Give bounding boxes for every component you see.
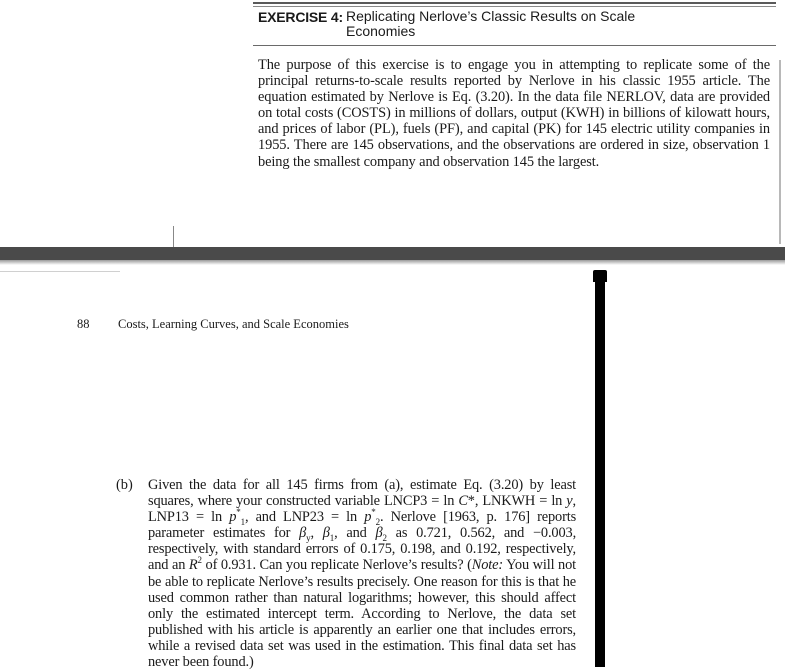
page-number: 88	[77, 317, 90, 331]
top-rule-thin	[253, 6, 776, 7]
exercise-body: The purpose of this exercise is to engage you in attempting to replicate some of the principal returns-to-scale results reported by Nerlove in his classic 1955 article. The equation estimated by Nerlove is Eq. (3.20). In the data file NERLOV, data are provided on total costs (COSTS) in millions of dollars, output (KWH) in billions of kilowatt hours, and prices of labor (PL), fuels (PF), and capital (PK) for 145 electric utility companies in 1955. There are 145 observations, and the observations are ordered in size, observation 1 being the smallest company and observation 145 the largest.	[258, 57, 770, 170]
top-rule	[253, 2, 776, 4]
page-separator-fade	[0, 260, 785, 265]
part-b-label: (b)	[116, 477, 133, 493]
exercise-title: Replicating Nerlove’s Classic Results on Scale Economies	[346, 8, 636, 39]
part-b-body: Given the data for all 145 firms from (a), estimate Eq. (3.20) by least squares, where your constructed variable LNCP3 = ln C*, LNKWH = ln y, $LNP13 = \ln p^*_1$, and $LNP23 = \ln p^*_2$. Nerlove [1963, p. 176] reports parameter estimates for $\beta_y$, $\beta_1$, and $\beta_2$ as 0.721, 0.562, and −0.003, respectively, with standard errors of 0.175, 0.198, and 0.192, respectively, and an $R^2$ of 0.931. Can you replicate Nerlove’s results? (Note: You will not be able to replicate Nerlove’s results precisely. One reason for this is that he used common rather than natural logarithms; however, this should affect only the estimated intercept term. According to Nerlove, the data set published with his article is apparently an earlier one that includes errors, while a revised data set was used in the estimation. This final data set has never been found.)	[148, 477, 577, 670]
exercise-label: EXERCISE 4:	[258, 9, 343, 25]
faint-scan-line	[0, 271, 120, 272]
exercise-divider	[253, 45, 776, 46]
binding-bar	[595, 270, 605, 667]
running-head: Costs, Learning Curves, and Scale Economies	[118, 317, 349, 331]
page-edge-shadow	[779, 60, 781, 244]
page-separator-band	[0, 247, 785, 260]
